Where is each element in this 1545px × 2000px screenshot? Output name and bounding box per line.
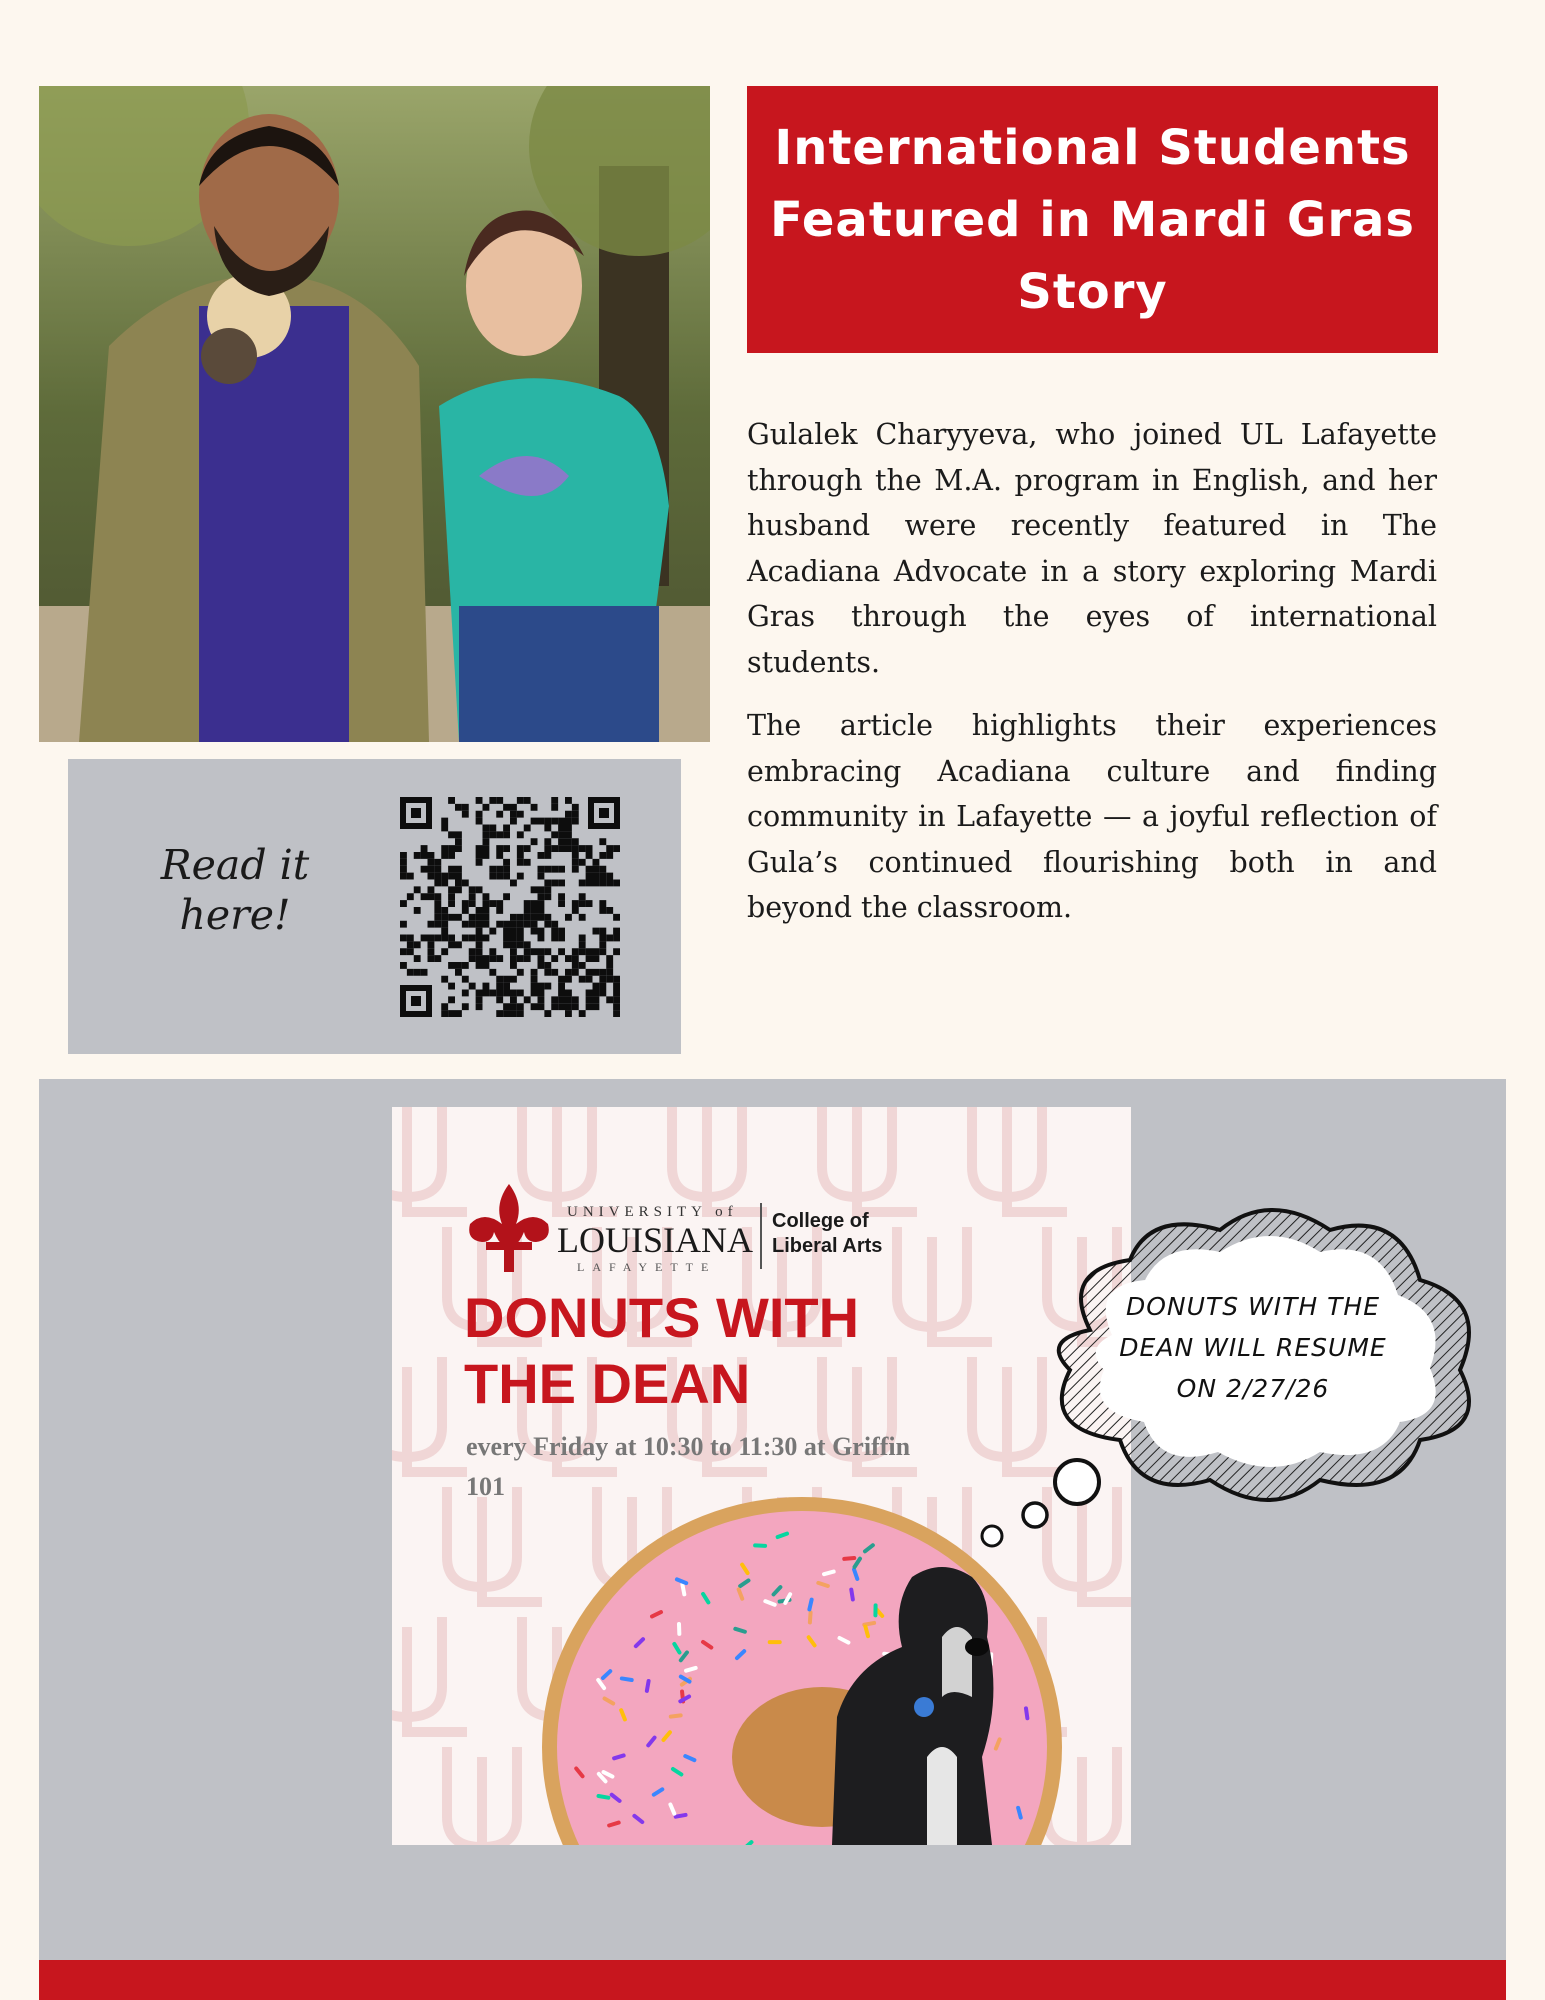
resume-callout-text	[1088, 1286, 1418, 1409]
callout-line2: DEAN WILL RESUME	[1119, 1333, 1387, 1362]
thought-dot-small	[980, 1520, 1040, 1560]
callout-line3: ON 2/27/26	[1176, 1374, 1330, 1403]
read-it-line2: here!	[179, 891, 291, 939]
article-body	[747, 412, 1437, 949]
article-title-box	[747, 86, 1438, 353]
flyer-headline-line2: THE DEAN	[464, 1352, 751, 1415]
college-line2: Liberal Arts	[772, 1235, 883, 1257]
logo-divider	[760, 1203, 762, 1269]
university-name: LOUISIANA	[557, 1220, 753, 1260]
article-title: International Students Featured in Mardi Gras Story	[770, 119, 1415, 320]
flyer-headline-line1: DONUTS WITH	[464, 1286, 860, 1349]
footer-red-bar	[39, 1960, 1506, 2000]
qr-code[interactable]	[400, 797, 620, 1017]
article-paragraph-1: Gulalek Charyyeva, who joined UL Lafayette through the M.A. program in English, and her husband were recently featured in The Acadiana Advocate in a story exploring Mardi Gras through the eyes of international students.	[747, 418, 1437, 679]
read-it-line1: Read it	[160, 841, 310, 889]
college-name	[772, 1209, 882, 1259]
university-label-bottom: LAFAYETTE	[577, 1260, 717, 1274]
university-label-top: UNIVERSITY of	[567, 1204, 738, 1220]
callout-line1: DONUTS WITH THE	[1126, 1292, 1380, 1321]
couple-photo	[39, 86, 710, 742]
fleur-de-lis-icon	[464, 1180, 554, 1276]
article-paragraph-2: The article highlights their experiences embracing Acadiana culture and finding community in Lafayette — a joyful reflection of Gula’s continued flourishing both in and beyond the classroom.	[747, 709, 1437, 924]
college-line1: College of	[772, 1210, 869, 1232]
flyer-headline	[464, 1285, 944, 1417]
flyer-schedule: every Friday at 10:30 to 11:30 at Griffin 101	[466, 1432, 911, 1501]
read-it-here-label	[150, 840, 320, 940]
